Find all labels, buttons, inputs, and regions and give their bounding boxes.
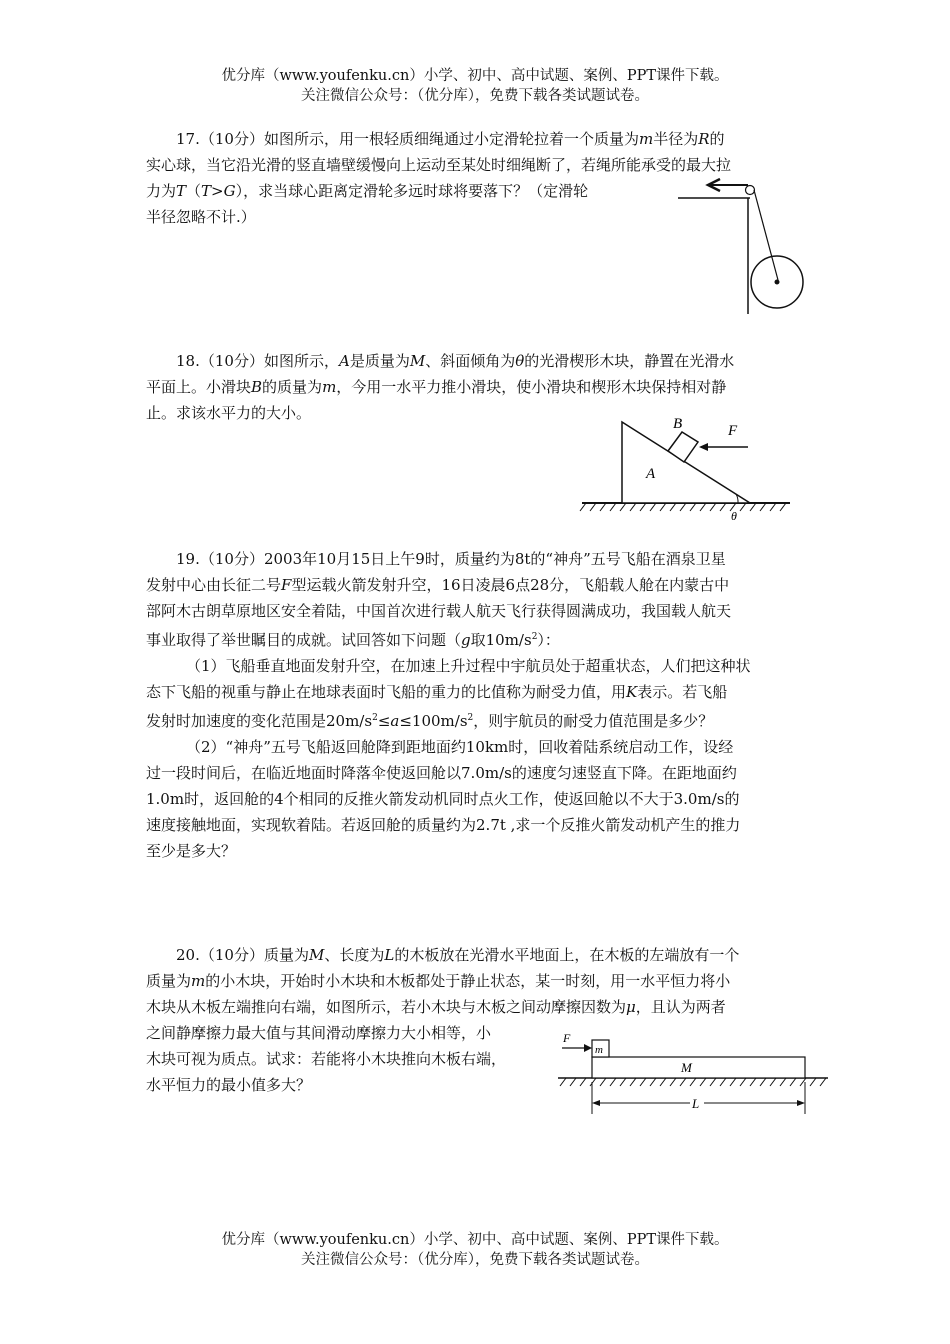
q20-text: 质量为 [263,946,309,964]
q18-figure [578,410,798,525]
q18-text: 的质量为 [262,378,323,396]
q17-figure [670,174,820,319]
q17-rope [754,190,778,280]
q17-ball-center [775,280,780,285]
q18-text: 、斜面倾角为 [425,352,516,370]
q20-text: ，且认为两者 [635,998,726,1016]
q18-label-theta: θ [731,509,737,523]
footer-line-2: 关注微信公众号：（优分库），免费下载各类试题试卷。 [301,1252,649,1268]
q17-text: 的 [709,130,725,148]
q18-force-arrow-icon [699,443,708,451]
q18-label-F: F [728,423,738,439]
q19-text: 发射时加速度的变化范围是20m/s [146,712,373,730]
footer-line-1: 优分库（www.youfenku.cn）小学、初中、高中试题、案例、PPT课件下载。 [221,1232,729,1248]
q19-part2-line-3: 1.0m时，返回舱的4个相同的反推火箭发动机同时点火工作，使返回舱以不大于3.0m/s的 [146,790,740,808]
q19-text: 2003年10月15日上午9时，质量约为8t的“神舟”五号飞船在酒泉卫星 [263,550,726,568]
q20-text: 质量为 [146,972,192,990]
q19-var-F: F [281,576,292,594]
q17-text: ），求当球心距离定滑轮多远时球将要落下？（定滑轮 [235,182,589,200]
q17-pulley-icon [746,186,755,195]
q19-var-g: g [461,631,471,649]
q18-label-B: B [673,416,683,432]
q19-superscript: 2 [531,632,538,642]
q18-text: 是质量为 [349,352,410,370]
q20-var-M: M [308,946,325,964]
q19-part2-line-2: 过一段时间后，在临近地面时降落伞使返回舱以7.0m/s的速度匀速竖直下降。在距地面约 [146,764,737,782]
q19-text: ，则宇航员的耐受力值范围是多少？ [473,712,714,730]
q20-figure [552,1026,832,1118]
q19-var-K: K [626,683,638,701]
q18-text: 如图所示， [263,352,339,370]
q18-var-M: M [409,352,426,370]
q19-superscript: 2 [467,713,474,723]
q20-board-M [592,1057,805,1078]
q20-force-arrow-icon [584,1044,592,1052]
q18-var-theta: θ [515,352,525,370]
q19-text: 表示。若飞船 [637,683,728,701]
q19-text: ≤100m/s [399,712,468,730]
q20-number: 20.（10分） [176,946,264,964]
q18-number: 18.（10分） [176,352,264,370]
q18-line-3: 止。求该水平力的大小。 [146,404,312,422]
q20-label-M: M [681,1060,692,1075]
q20-line-5: 木块可视为质点。试求：若能将小木块推向木板右端， [146,1050,507,1068]
q19-part1-line-1: （1）飞船垂直地面发射升空，在加速上升过程中宇航员处于超重状态，人们把这种状 [186,657,751,675]
q19-text: ≤ [377,712,391,730]
q17-number: 17.（10分） [176,130,264,148]
q17-text: 如图所示，用一根轻质细绳通过小定滑轮拉着一个质量为 [263,130,639,148]
q19-number: 19.（10分） [176,550,264,568]
header-line-1: 优分库（www.youfenku.cn）小学、初中、高中试题、案例、PPT课件下载。 [221,68,729,84]
q20-text: 的小木块，开始时小木块和木板都处于静止状态，某一时刻，用一水平恒力将小 [205,972,731,990]
q18-text: 的光滑楔形木块，静置在光滑水 [524,352,735,370]
q20-text: 的木板放在光滑水平地面上，在木板的左端放有一个 [394,946,740,964]
q17-text: 力为 [146,182,177,200]
q19-text: 型运载火箭发射升空，16日凌晨6点28分，飞船载人舱在内蒙古中 [291,576,730,594]
q17-var-T: T [176,182,187,200]
page-footer [0,1230,950,1270]
q18-ground-hatch [580,503,786,511]
q19-part2-line-4: 速度接触地面，实现软着陆。若返回舱的质量约为2.7t ,求一个反推火箭发动机产生的推力 [146,816,741,834]
q17-line-2: 实心球，当它沿光滑的竖直墙壁缓慢向上运动至某处时细绳断了，若绳所能承受的最大拉 [146,156,732,174]
q19-text: 事业取得了举世瞩目的成就。试回答如下问题（ [146,631,462,649]
q19-line-3: 部阿木古朗草原地区安全着陆，中国首次进行载人航天飞行获得圆满成功，我国载人航天 [146,602,732,620]
q20-label-L: L [692,1096,700,1111]
q18-var-A: A [338,352,350,370]
q19-text: ）： [537,631,560,649]
q20-line-4: 之间静摩擦力最大值与其间滑动摩擦力大小相等，小 [146,1024,492,1042]
q20-dim-arrow-left-icon [592,1100,600,1106]
q18-text: ，今用一水平力推小滑块，使小滑块和楔形木块保持相对静 [336,378,727,396]
q19-text: 取10m/s [470,631,532,649]
question-19 [146,546,810,864]
q18-var-m: m [322,378,337,396]
q20-dim-arrow-right-icon [797,1100,805,1106]
q18-text: 平面上。小滑块 [146,378,252,396]
q20-label-m: m [595,1044,603,1056]
q20-label-F: F [563,1031,571,1045]
q18-var-B: B [251,378,263,396]
q20-text: 、长度为 [324,946,385,964]
q20-line-6: 水平恒力的最小值多大？ [146,1076,312,1094]
q20-var-L: L [384,946,395,964]
q17-text: 半径为 [653,130,699,148]
q20-ground-hatch [560,1078,826,1086]
q17-var-m: m [638,130,654,148]
q17-condition: T>G [201,182,236,200]
q20-var-m: m [191,972,206,990]
q19-text: 态下飞船的视重与静止在地球表面时飞船的重力的比值称为耐受力值，用 [146,683,627,701]
q18-label-A: A [646,466,656,482]
header-line-2: 关注微信公众号：（优分库），免费下载各类试题试卷。 [301,88,649,104]
q20-text: 木块从木板左端推向右端，如图所示，若小木块与木板之间动摩擦因数为 [146,998,627,1016]
q17-line-4: 半径忽略不计.） [146,208,256,226]
q19-part2-line-5: 至少是多大？ [146,842,237,860]
q17-var-R: R [698,130,710,148]
q20-var-mu: μ [626,998,636,1016]
q19-text: 发射中心由长征二号 [146,576,282,594]
page-header [0,66,950,106]
q19-part2-line-1: （2）“神舟”五号飞船返回舱降到距地面约10km时，回收着陆系统启动工作，设经 [186,738,734,756]
q19-superscript: 2 [372,713,378,723]
q19-var-a: a [390,712,400,730]
q17-text: （ [186,182,202,200]
